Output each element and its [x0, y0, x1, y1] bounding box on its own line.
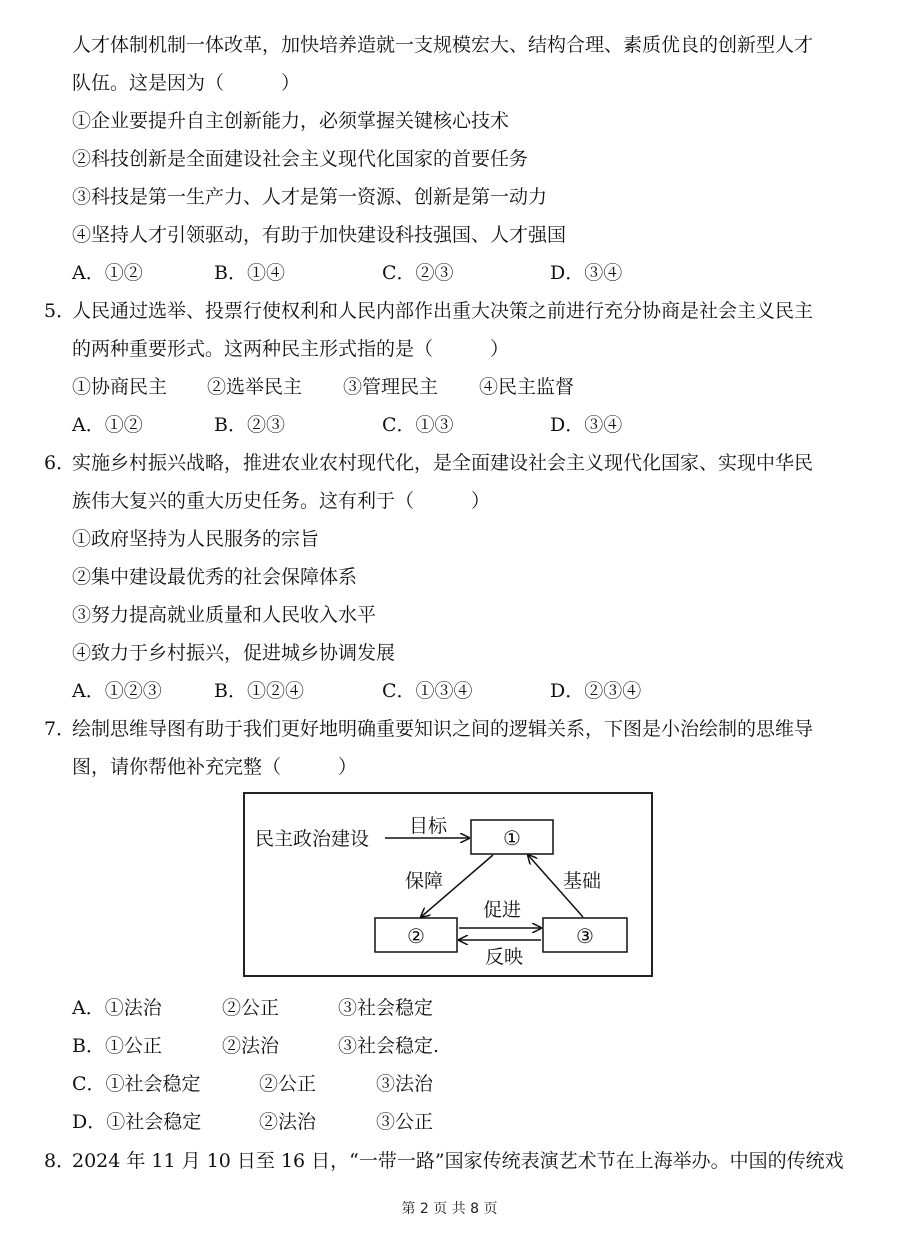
- q6-stem-line2: 族伟大复兴的重大历史任务。这有利于（ ）: [72, 490, 491, 512]
- q4-stem-line2: 队伍。这是因为（ ）: [72, 72, 301, 94]
- q5-item-2: ②选举民主: [207, 376, 303, 398]
- q6-item-4: ④致力于乡村振兴，促进城乡协调发展: [72, 642, 396, 664]
- q4-item-2: ②科技创新是全面建设社会主义现代化国家的首要任务: [72, 148, 529, 170]
- q7-option-c-2: ②公正: [259, 1073, 317, 1095]
- q4-item-3: ③科技是第一生产力、人才是第一资源、创新是第一动力: [72, 186, 548, 208]
- q7-number: 7．: [44, 718, 76, 740]
- box-1-label: ①: [503, 826, 521, 850]
- q5-option-d: D．③④: [550, 414, 623, 436]
- promote-label: 促进: [483, 899, 522, 921]
- q7-option-a-2: ②公正: [222, 997, 280, 1019]
- q8-stem-line1: 2024 年 11 月 10 日至 16 日，“一带一路”国家传统表演艺术节在上海举办。中国的传统戏: [72, 1150, 844, 1172]
- q4-option-b: B．①④: [214, 262, 285, 284]
- q5-item-1: ①协商民主: [72, 376, 168, 398]
- q5-stem-line1: 人民通过选举、投票行使权利和人民内部作出重大决策之前进行充分协商是社会主义民主: [72, 300, 814, 322]
- source-label: 民主政治建设: [255, 828, 370, 850]
- q7-option-d-2: ②法治: [259, 1111, 317, 1133]
- mind-map-svg: [245, 794, 655, 979]
- foundation-label: 基础: [563, 870, 602, 892]
- q6-option-a: A．①②③: [72, 680, 162, 702]
- q6-item-2: ②集中建设最优秀的社会保障体系: [72, 566, 358, 588]
- q6-stem-line1: 实施乡村振兴战略，推进农业农村现代化，是全面建设社会主义现代化国家、实现中华民: [72, 452, 814, 474]
- mind-map-diagram: [243, 792, 653, 977]
- q6-option-b: B．①②④: [214, 680, 304, 702]
- q7-option-a-3: ③社会稳定: [338, 997, 434, 1019]
- q6-number: 6．: [44, 452, 76, 474]
- q7-stem-line1: 绘制思维导图有助于我们更好地明确重要知识之间的逻辑关系，下图是小治绘制的思维导: [72, 718, 814, 740]
- q4-option-c: C．②③: [382, 262, 454, 284]
- q5-option-a: A．①②: [72, 414, 143, 436]
- q6-option-d: D．②③④: [550, 680, 642, 702]
- q7-option-b-2: ②法治: [222, 1035, 280, 1057]
- q6-item-3: ③努力提高就业质量和人民收入水平: [72, 604, 377, 626]
- q5-item-3: ③管理民主: [343, 376, 439, 398]
- q7-option-c-3: ③法治: [376, 1073, 434, 1095]
- reflect-label: 反映: [485, 946, 524, 968]
- q4-option-d: D．③④: [550, 262, 623, 284]
- q7-option-c: C．①社会稳定: [72, 1073, 201, 1095]
- q7-option-d-3: ③公正: [376, 1111, 434, 1133]
- q4-option-a: A．①②: [72, 262, 143, 284]
- q7-stem-line2: 图，请你帮他补充完整（ ）: [72, 756, 358, 778]
- q4-stem-line1: 人才体制机制一体改革，加快培养造就一支规模宏大、结构合理、素质优良的创新型人才: [72, 34, 814, 56]
- q7-option-b-3: ③社会稳定.: [338, 1035, 440, 1057]
- q6-option-c: C．①③④: [382, 680, 473, 702]
- page-footer: 第 2 页 共 8 页: [401, 1201, 498, 1217]
- guarantee-label: 保障: [405, 870, 444, 892]
- q5-option-c: C．①③: [382, 414, 454, 436]
- goal-label: 目标: [409, 815, 448, 837]
- q7-option-d: D．①社会稳定: [72, 1111, 202, 1133]
- q6-item-1: ①政府坚持为人民服务的宗旨: [72, 528, 320, 550]
- box-2-label: ②: [407, 924, 425, 948]
- q7-option-a: A．①法治: [72, 997, 162, 1019]
- q5-item-4: ④民主监督: [479, 376, 575, 398]
- box-3-label: ③: [576, 924, 594, 948]
- q4-item-1: ①企业要提升自主创新能力，必须掌握关键核心技术: [72, 110, 510, 132]
- q8-number: 8．: [44, 1150, 76, 1172]
- q7-option-b: B．①公正: [72, 1035, 162, 1057]
- q4-item-4: ④坚持人才引领驱动，有助于加快建设科技强国、人才强国: [72, 224, 567, 246]
- q5-stem-line2: 的两种重要形式。这两种民主形式指的是（ ）: [72, 338, 510, 360]
- q5-option-b: B．②③: [214, 414, 285, 436]
- q5-number: 5．: [44, 300, 76, 322]
